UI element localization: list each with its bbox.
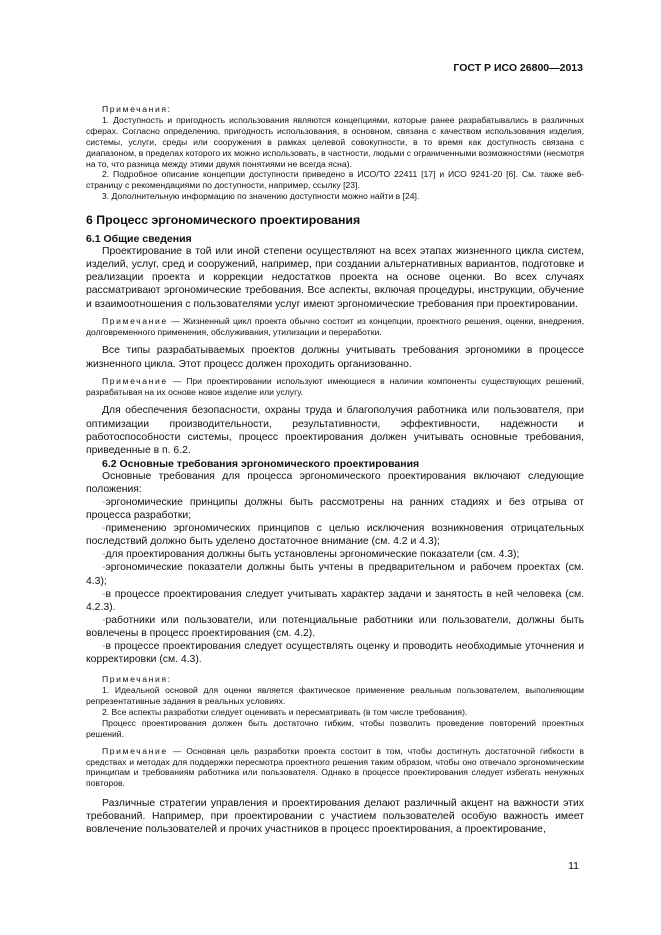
section-heading: 6 Процесс эргономического проектирования <box>86 213 361 228</box>
list-item: -работники или пользователи, или потенциальные работники или пользователи, должны быть вовлечены в процесс проектирования (см. 4.2). <box>86 614 584 639</box>
subsection-heading-6-2: 6.2 Основные требования эргономического проектирования <box>102 457 420 470</box>
list-marker: - <box>102 562 106 574</box>
note-item: 1. Идеальной основой для оценки является фактическое применение реальным пользователем, выполняющим репрезентативные задания в реальных условиях. <box>86 685 584 707</box>
paragraph-4: Основные требования для процесса эргономического проектирования включают следующие положения: <box>86 470 584 495</box>
list-marker: - <box>102 588 106 600</box>
list-marker: - <box>102 641 106 653</box>
note-item: 2. Все аспекты разработки следует оценивать и пересматривать (в том числе требования). <box>102 706 468 717</box>
notes-label: Примечания: <box>102 104 172 114</box>
list-marker: - <box>102 497 106 508</box>
list-marker: - <box>102 549 106 561</box>
paragraph-5: Различные стратегии управления и проектирования делают различный акцент на важности этих требований. Например, при проектировании с участием пользователей особую важность имеет вовлечение пользователей и прочих участников в процесс проектирования, а проектирование, <box>86 798 584 836</box>
paragraph-3: Для обеспечения безопасности, охраны труда и благополучия работника или пользователя, при оптимизации производительности, результативности, эффективности, надежности и работоспособности системы, процесс проектирования должен учитывать основные требования, приведенные в п. 6.2. <box>86 405 584 456</box>
list-marker: - <box>102 614 106 626</box>
note-item-1: 1. Доступность и пригодность использования являются концепциями, которые ранее разрабатывались в различных сферах. Согласно определению, пригодность использования, в основном, связана с качеством использования изделия, системы, услуги, среды или сооружения в рамках целевой совокупности, в то время как доступность связана с диапазоном, в пределах которого их можно использовать, в частности, людьми с ограниченными возможностями (несмотря на то, что разница между этими двумя понятиями не всегда ясна). <box>86 114 584 169</box>
notes-label-2: Примечания: <box>102 674 172 685</box>
list-item: -применению эргономических принципов с целью исключения возникновения отрицательных последствий должно быть уделено достаточное внимание (см. 4.2 и 4.3); <box>86 523 584 548</box>
note-item-2: 2. Подробное описание концепции доступности приведено в ИСО/ТО 22411 [17] и ИСО 9241-20 [6]. См. также веб-страницу с рекомендациями по доступности, например, ссылку [23]. <box>86 169 584 191</box>
note-item-3: 3. Дополнительную информацию по значению доступности можно найти в [24]. <box>102 191 420 202</box>
paragraph-1: Проектирование в той или иной степени осуществляют на всех этапах жизненного цикла систем, изделий, услуг, сред и сооружений, например, при создании альтернативных вариантов, подготовке и реализации проекта и коррекции недостатков проекта на основе оценки. Во всех случаях рассматривают эргономические требования. Все аспекты, включая процедуры, инструкции, обучение и взаимоотношения с пользователями услуг имеют эргономические требования при проектировании. <box>86 246 584 310</box>
subsection-heading-6-1: 6.1 Общие сведения <box>86 233 192 246</box>
page-content <box>86 104 584 837</box>
list-item: -для проектирования должны быть установлены эргономические показатели (см. 4.3); <box>102 549 520 561</box>
list-marker: - <box>102 523 106 535</box>
list-item: -эргономические принципы должны быть рассмотрены на ранних стадиях и без отрыва от процесса разработки; <box>86 497 584 522</box>
paragraph-2: Все типы разрабатываемых проектов должны учитывать требования эргономики в процессе жизненного цикла. Этот процесс должен проходить организованно. <box>86 345 584 370</box>
note-item: Процесс проектирования должен быть достаточно гибким, чтобы позволить проведение повторений проектных решений. <box>86 717 584 739</box>
note-2: Примечание — При проектировании используют имеющиеся в наличии компоненты существующих решений, разрабатывая на их основе новое изделие или услугу. <box>86 375 584 397</box>
document-header: ГОСТ Р ИСО 26800—2013 <box>453 62 583 74</box>
list-item: -в процессе проектирования следует осуществлять оценку и проводить необходимые уточнения и корректировки (см. 4.3). <box>86 641 584 666</box>
list-item: -в процессе проектирования следует учитывать характер задачи и занятость в ней человека (см. 4.2.3). <box>86 588 584 613</box>
note-3: Примечание — Основная цель разработки проекта состоит в том, чтобы достигнуть достаточной гибкости в средствах и методах для поддержки пересмотра проектного решения таким образом, чтобы оно отвечало эргономическим принципам и требованиям работника или пользователя. Однако в процессе проектирования следует избегать ненужных повторов. <box>86 745 584 789</box>
list-item: -эргономические показатели должны быть учтены в предварительном и рабочем проектах (см. 4.3); <box>86 562 584 587</box>
note-1: Примечание — Жизненный цикл проекта обычно состоит из концепции, проектного решения, оценки, внедрения, долговременного применения, обслуживания, утилизации и переработки. <box>86 315 584 337</box>
page-number: 11 <box>568 860 579 872</box>
